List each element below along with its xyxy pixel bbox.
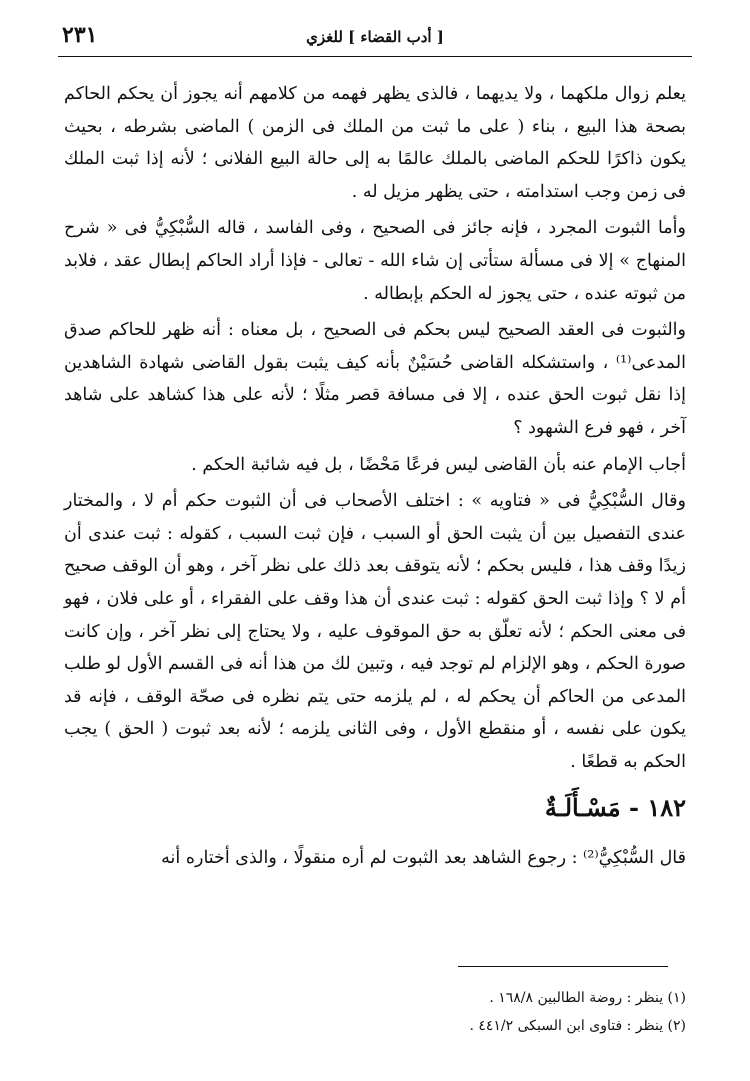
footnote-divider (458, 966, 668, 967)
paragraph: وقال السُّبْكِيُّ فى « فتاويه » : اختلف الأصحاب فى أن الثبوت حكم أم لا ، والمختار عندى التفصيل بين أن يثبت الحق أو السبب ، فإن ثبت السبب ، كقوله : ثبت عندى أن زيدًا وقف هذا ، فليس بحكم ؛ لأنه يتوقف بعد ذلك على نظر آخر ، وهو أن الوقف صحيح أم لا ؟ وإذا ثبت الحق كقوله : ثبت عندى أن هذا وقف على الفقراء ، أو على فلان ، فهو فى معنى الحكم ؛ لأنه تعلّق به حق الموقوف عليه ، ولا يحتاج إلى نظر آخر ، وإن كانت صورة الحكم ، وهو الإلزام لم توجد فيه ، وتبين لك من هذا أنه فى القسم الأول لو طلب المدعى من الحاكم أن يحكم له ، لم يلزمه حتى يتم نظره فى صحّة الوقف ، فإنه قد يكون على نفسه ، أو منقطع الأول ، وفى الثانى يلزمه ؛ لأنه بعد ثبوت ( الحق ) يجب الحكم به قطعًا . (64, 491, 686, 772)
header-title: [ أدب القضاء ] للغزي (306, 28, 444, 46)
paragraph: وأما الثبوت المجرد ، فإنه جائز فى الصحيح ، وفى الفاسد ، قاله السُّبْكِيُّ فى « شرح المنهاج » إلا فى مسألة ستأتى إن شاء الله - تعالى - فإذا أراد الحاكم إبطال عقد ، فلابد من ثبوته عنده ، حتى يجوز له الحكم بإبطاله . (64, 218, 686, 304)
paragraph: والثبوت فى العقد الصحيح ليس بحكم فى الصحيح ، بل معناه : أنه ظهر للحاكم صدق المدعى⁽¹⁾ ، واستشكله القاضى حُسَيْنٌ بأنه كيف يثبت بقول القاضى شهادة الشاهدين إذا نقل ثبوت الحق عنده ، إلا فى مسافة قصر مثلًا ؛ لأنه على هذا كشاهد على شاهد آخر ، فهو فرع الشهود ؟ (64, 320, 686, 438)
main-text (64, 78, 686, 879)
footnotes (64, 984, 686, 1040)
footnote: (١) ينظر : روضة الطالبين ١٦٨/٨ . (489, 990, 686, 1006)
paragraph: أجاب الإمام عنه بأن القاضى ليس فرعًا مَحْضًا ، بل فيه شائبة الحكم . (191, 454, 686, 475)
running-header (58, 20, 692, 57)
footnote: (٢) ينظر : فتاوى ابن السبكى ٤٤١/٢ . (469, 1018, 686, 1034)
paragraph: قال السُّبْكِيُّ⁽²⁾ : رجوع الشاهد بعد الثبوت لم أره منقولًا ، والذى أختاره أنه (161, 848, 686, 869)
section-heading: ١٨٢ - مَسْـأَلَـةٌ (544, 793, 686, 823)
paragraph: يعلم زوال ملكهما ، ولا يديهما ، فالذى يظهر فهمه من كلامهم أنه يجوز أن يحكم الحاكم بصحة هذا البيع ، بناء ( على ما ثبت من الملك فى الزمن ) الماضى بشرطه ، بحيث يكون ذاكرًا للحكم الماضى بالملك عالمًا به إلى حالة البيع الفلانى ؛ لأنه إذا ثبت الملك فى زمن وجب استدامته ، حتى يظهر مزيل له . (64, 84, 686, 202)
page-number: ٢٣١ (62, 22, 98, 48)
